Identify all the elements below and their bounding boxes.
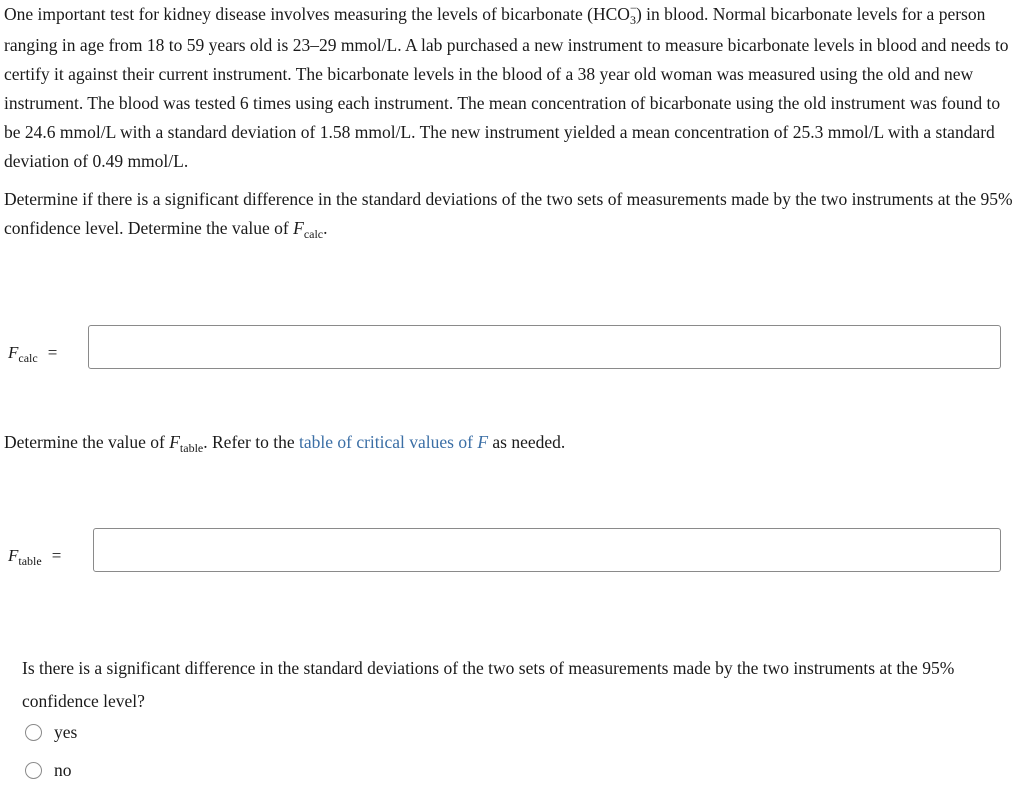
- intro-text-2: ) in blood. Normal bicarbonate levels for a person ranging in age from 18 to 59 years old is 23–29 mmol/L. A lab purchased a new instrument to measure bicarbonate levels in blood and needs to certify it against their current instrument. The bicarbonate levels in the blood of a 38 year old woman was measured using the old and new instrument. The blood was tested 6 times using each instrument. The mean concentration of bicarbonate using the old instrument was found to be 24.6 mmol/L with a standard deviation of 1.58 mmol/L. The new instrument yielded a mean concentration of 25.3 mmol/L with a standard deviation of 0.49 mmol/L.: [4, 4, 1009, 171]
- ftable-label: [8, 546, 61, 566]
- option-no-label[interactable]: no: [54, 760, 72, 780]
- prompt-fcalc: [4, 185, 1020, 245]
- prompt-ftable-text-3: as needed.: [488, 432, 566, 452]
- radio-no-circle[interactable]: [25, 762, 42, 779]
- prompt-fcalc-sub: calc: [303, 227, 324, 241]
- option-yes-label[interactable]: yes: [54, 722, 78, 742]
- option-yes[interactable]: [25, 722, 77, 743]
- prompt-ftable-var: F: [169, 432, 180, 452]
- critical-values-link-var[interactable]: F: [477, 432, 489, 452]
- ion-charge: −: [629, 1, 637, 15]
- fcalc-label-eq: =: [47, 343, 58, 362]
- prompt-fcalc-end: .: [323, 218, 328, 238]
- prompt-ftable-sub: table: [179, 441, 204, 455]
- ftable-label-eq: =: [51, 546, 62, 565]
- prompt-ftable-text-1: Determine the value of: [4, 432, 170, 452]
- fcalc-input[interactable]: [88, 325, 1001, 369]
- option-no[interactable]: [25, 760, 72, 781]
- ftable-input[interactable]: [93, 528, 1001, 572]
- critical-values-link-text[interactable]: table of critical values of: [298, 432, 478, 452]
- prompt-ftable-text-2: . Refer to the: [203, 432, 299, 452]
- fcalc-label: [8, 343, 57, 363]
- ftable-label-sub: table: [18, 554, 42, 568]
- ion-subscript: 3: [629, 13, 636, 27]
- prompt-significance: Is there is a significant difference in the standard deviations of the two sets of measurements made by the two instruments at the 95% confidence level?: [22, 658, 955, 711]
- question-intro: [4, 0, 1020, 176]
- critical-values-link[interactable]: [299, 432, 488, 452]
- fcalc-label-sub: calc: [18, 351, 38, 365]
- prompt-fcalc-var: F: [293, 218, 304, 238]
- bicarbonate-ion: [630, 0, 636, 31]
- prompt-fcalc-text: Determine if there is a significant difference in the standard deviations of the two sets of measurements made by the two instruments at the 95% confidence level. Determine the value of: [4, 189, 1013, 238]
- radio-yes-circle[interactable]: [25, 724, 42, 741]
- intro-text-1: One important test for kidney disease involves measuring the levels of bicarbonate (HCO: [4, 4, 630, 24]
- ftable-label-var: F: [8, 546, 19, 565]
- prompt-ftable: [4, 428, 1020, 459]
- fcalc-label-var: F: [8, 343, 19, 362]
